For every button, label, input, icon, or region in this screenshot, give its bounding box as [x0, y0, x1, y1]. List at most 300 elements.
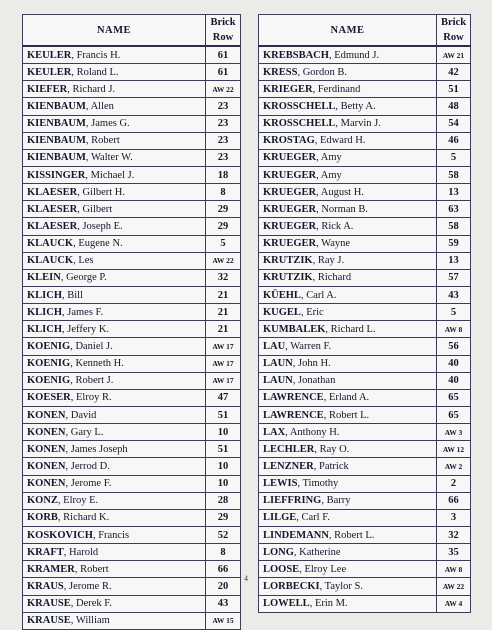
name-cell [259, 389, 437, 406]
brick-row-cell: 10 [206, 424, 241, 441]
name-cell [23, 98, 206, 115]
first-name: James Joseph [70, 443, 128, 455]
brick-row-cell: AW 22 [206, 81, 241, 98]
table-row [23, 286, 241, 303]
name-cell [259, 252, 437, 269]
last-name: KOESER [27, 392, 71, 404]
table-row [23, 64, 241, 81]
table-row [259, 595, 471, 612]
name-cell [23, 201, 206, 218]
table-row [259, 338, 471, 355]
name-separator: , [314, 443, 320, 455]
last-name: KONEN [27, 460, 66, 472]
table-row [259, 132, 471, 149]
name-separator: , [296, 512, 302, 524]
name-cell [23, 166, 206, 183]
first-name: Walter W. [90, 152, 133, 164]
brick-row-cell: AW 17 [206, 338, 241, 355]
first-name: Erin M. [314, 598, 348, 610]
name-separator: , [60, 272, 67, 284]
name-separator: , [313, 460, 320, 472]
name-separator: , [62, 289, 68, 301]
last-name: KRAMER [27, 563, 75, 575]
name-cell [23, 492, 206, 509]
name-separator: , [85, 135, 92, 147]
table-row [259, 441, 471, 458]
name-cell [259, 509, 437, 526]
brick-row-cell: 43 [206, 595, 241, 612]
table-row [23, 184, 241, 201]
first-name: Michael J. [90, 169, 135, 181]
first-name: Roland L. [76, 66, 119, 78]
last-name: KREBSBACH [263, 49, 329, 61]
first-name: Wayne [321, 238, 351, 250]
brick-row-cell: 29 [206, 509, 241, 526]
last-name: LIEFFRING [263, 495, 322, 507]
name-cell [23, 544, 206, 561]
name-cell [23, 389, 206, 406]
name-cell [23, 612, 206, 629]
last-name: KORB [27, 512, 58, 524]
name-separator: , [335, 118, 341, 130]
table-row [23, 321, 241, 338]
last-name: LAX [263, 426, 286, 438]
first-name: Katherine [299, 546, 341, 558]
name-separator: , [312, 83, 318, 95]
name-cell [259, 115, 437, 132]
name-separator: , [67, 83, 73, 95]
first-name: Richard J. [72, 83, 116, 95]
name-separator: , [74, 563, 81, 575]
first-name: Edmund J. [334, 49, 380, 61]
name-separator: , [85, 100, 91, 112]
first-name: Gilbert H. [82, 186, 126, 198]
table-row [259, 252, 471, 269]
brick-row-cell: 23 [206, 132, 241, 149]
first-name: Allen [90, 100, 114, 112]
last-name: KRIEGER [263, 83, 313, 95]
last-name: KONEN [27, 478, 66, 490]
name-cell [259, 406, 437, 423]
brick-row-cell: 59 [437, 235, 471, 252]
name-cell [23, 115, 206, 132]
last-name: KROSSCHELL [263, 100, 336, 112]
name-cell [259, 46, 437, 64]
first-name: Jonathan [298, 375, 336, 387]
table-row [259, 98, 471, 115]
table-row [259, 235, 471, 252]
first-name: Rick A. [321, 220, 354, 232]
first-name: Eric [306, 306, 324, 318]
first-name: Ray O. [319, 443, 350, 455]
name-cell [23, 355, 206, 372]
last-name: KLAESER [27, 203, 78, 215]
first-name: Taylor S. [324, 580, 364, 592]
first-name: August H. [320, 186, 364, 198]
table-row [259, 149, 471, 166]
table-row [23, 406, 241, 423]
last-name: KŪEHL [263, 289, 301, 301]
last-name: KIENBAUM [27, 135, 86, 147]
name-separator: , [77, 186, 83, 198]
first-name: David [70, 409, 97, 421]
brick-row-cell: 35 [437, 544, 471, 561]
name-separator: , [309, 598, 315, 610]
name-separator: , [328, 529, 335, 541]
name-separator: , [292, 358, 299, 370]
name-cell [23, 526, 206, 543]
last-name: KONEN [27, 443, 66, 455]
name-cell [259, 492, 437, 509]
brick-row-cell: 5 [437, 149, 471, 166]
table-row [23, 595, 241, 612]
table-row [259, 424, 471, 441]
first-name: Jeffery K. [67, 323, 110, 335]
first-name: Richard [317, 272, 352, 284]
brick-row-cell: 32 [206, 269, 241, 286]
name-cell [259, 81, 437, 98]
name-separator: , [85, 152, 91, 164]
last-name: KOENIG [27, 358, 71, 370]
first-name: Barry [326, 495, 351, 507]
brick-row-cell: 51 [206, 441, 241, 458]
brick-row-cell: 58 [437, 218, 471, 235]
name-cell [259, 424, 437, 441]
brick-row-cell: 43 [437, 286, 471, 303]
table-row [259, 372, 471, 389]
brick-row-cell: 23 [206, 149, 241, 166]
table-row [23, 475, 241, 492]
name-separator: , [77, 220, 83, 232]
last-name: KRUTZIK [263, 272, 313, 284]
name-separator: , [70, 598, 77, 610]
table-row [259, 218, 471, 235]
table-row [23, 218, 241, 235]
name-separator: , [73, 238, 79, 250]
first-name: Kenneth H. [75, 358, 124, 370]
name-separator: , [71, 49, 77, 61]
name-separator: , [85, 169, 91, 181]
first-name: Carl F. [301, 512, 330, 524]
table-row [23, 201, 241, 218]
last-name: LOOSE [263, 563, 300, 575]
brick-row-cell: 46 [437, 132, 471, 149]
brick-row-header-line2: Row [212, 32, 234, 43]
last-name: LAUN [263, 375, 293, 387]
brick-row-cell: 3 [437, 509, 471, 526]
name-cell [259, 372, 437, 389]
name-separator: , [57, 495, 64, 507]
last-name: LINDEMANN [263, 529, 329, 541]
page-number: 4 [244, 574, 248, 583]
name-cell [259, 458, 437, 475]
brick-row-cell: 65 [437, 406, 471, 423]
table-row [23, 98, 241, 115]
table-row [259, 492, 471, 509]
name-cell [23, 64, 206, 81]
last-name: KRESS [263, 66, 298, 78]
last-name: LECHLER [263, 443, 315, 455]
table-row [259, 389, 471, 406]
name-cell [23, 475, 206, 492]
first-name: Robert L. [328, 409, 370, 421]
table-row [23, 132, 241, 149]
brick-row-cell: 32 [437, 526, 471, 543]
first-name: Francis H. [76, 49, 121, 61]
last-name: LAU [263, 340, 286, 352]
first-name: James F. [67, 306, 104, 318]
first-name: Francis [98, 529, 130, 541]
brick-row-cell: AW 12 [437, 441, 471, 458]
brick-row-cell: 8 [206, 184, 241, 201]
name-separator: , [65, 478, 71, 490]
last-name: KRUEGER [263, 220, 317, 232]
last-name: LAWRENCE [263, 392, 324, 404]
brick-row-cell: 29 [206, 218, 241, 235]
name-separator: , [70, 358, 76, 370]
table-row [23, 544, 241, 561]
name-separator: , [316, 238, 322, 250]
first-name: Carl A. [306, 289, 337, 301]
last-name: KOENIG [27, 340, 71, 352]
name-cell [23, 406, 206, 423]
brick-row-cell: AW 4 [437, 595, 471, 612]
last-name: KONZ [27, 495, 58, 507]
brick-row-cell: AW 22 [437, 578, 471, 595]
roster-body-right [259, 46, 471, 612]
last-name: KOENIG [27, 375, 71, 387]
brick-row-cell: 61 [206, 46, 241, 64]
brick-row-cell: 13 [437, 184, 471, 201]
first-name: Amy [320, 169, 342, 181]
last-name: LAWRENCE [263, 409, 324, 421]
name-separator: , [316, 186, 321, 198]
last-name: LILGE [263, 512, 297, 524]
name-separator: , [297, 478, 303, 490]
name-cell [259, 321, 437, 338]
table-row [23, 115, 241, 132]
last-name: KRUEGER [263, 203, 317, 215]
brick-row-cell: 61 [206, 64, 241, 81]
first-name: Elroy R. [76, 392, 112, 404]
first-name: Eugene N. [78, 238, 123, 250]
last-name: KIENBAUM [27, 152, 86, 164]
first-name: Anthony H. [289, 426, 340, 438]
brick-row-cell: AW 22 [206, 252, 241, 269]
name-cell [23, 424, 206, 441]
first-name: Betty A. [340, 100, 376, 112]
name-cell [23, 441, 206, 458]
last-name: LOWELL [263, 598, 310, 610]
name-separator: , [70, 392, 77, 404]
name-cell [23, 132, 206, 149]
name-separator: , [57, 512, 64, 524]
brick-row-cell: 65 [437, 389, 471, 406]
table-row [259, 458, 471, 475]
last-name: KROSSCHELL [263, 118, 336, 130]
last-name: KLAESER [27, 186, 78, 198]
name-separator: , [71, 66, 77, 78]
last-name: KIENBAUM [27, 118, 86, 130]
brick-row-cell: 47 [206, 389, 241, 406]
name-cell [23, 286, 206, 303]
name-cell [23, 184, 206, 201]
first-name: Elroy Lee [304, 563, 347, 575]
last-name: KRUEGER [263, 186, 317, 198]
name-cell [23, 235, 206, 252]
first-name: Norman B. [321, 203, 369, 215]
name-cell [23, 149, 206, 166]
brick-row-cell: 2 [437, 475, 471, 492]
first-name: Patrick [319, 460, 349, 472]
name-cell [23, 304, 206, 321]
name-separator: , [292, 375, 299, 387]
last-name: KUMBALEK [263, 323, 326, 335]
name-separator: , [62, 323, 68, 335]
brick-row-cell: 5 [206, 235, 241, 252]
name-cell [259, 269, 437, 286]
last-name: KLICH [27, 306, 63, 318]
name-separator: , [65, 443, 71, 455]
table-row [23, 252, 241, 269]
first-name: Jerrod D. [70, 460, 110, 472]
brick-row-cell: 40 [437, 372, 471, 389]
brick-row-cell: 57 [437, 269, 471, 286]
first-name: Erland A. [328, 392, 370, 404]
brick-row-header-line1: Brick [210, 17, 236, 28]
first-name: Richard K. [63, 512, 110, 524]
name-separator: , [312, 255, 318, 267]
first-name: Joseph E. [82, 220, 123, 232]
name-separator: , [316, 220, 322, 232]
name-cell [259, 184, 437, 201]
name-cell [259, 166, 437, 183]
last-name: KISSINGER [27, 169, 86, 181]
name-separator: , [70, 340, 76, 352]
table-row [23, 355, 241, 372]
table-row [259, 286, 471, 303]
last-name: KLICH [27, 289, 63, 301]
first-name: Robert [80, 563, 109, 575]
header-row [23, 15, 241, 47]
last-name: KRAUS [27, 580, 64, 592]
brick-row-cell: 20 [206, 578, 241, 595]
last-name: KRAFT [27, 546, 64, 558]
name-cell [259, 544, 437, 561]
brick-row-cell: 48 [437, 98, 471, 115]
last-name: KLAUCK [27, 238, 74, 250]
first-name: Robert J. [75, 375, 114, 387]
table-row [23, 372, 241, 389]
last-name: KROSTAG [263, 135, 315, 147]
first-name: Warren F. [290, 340, 332, 352]
last-name: KONEN [27, 426, 66, 438]
last-name: LENZNER [263, 460, 314, 472]
brick-row-cell: AW 17 [206, 355, 241, 372]
last-name: LONG [263, 546, 294, 558]
brick-row-header-line1: Brick [440, 17, 467, 28]
table-row [259, 475, 471, 492]
table-row [23, 338, 241, 355]
table-row [23, 149, 241, 166]
brick-row-cell: 8 [206, 544, 241, 561]
brick-row-cell: AW 2 [437, 458, 471, 475]
first-name: Daniel J. [75, 340, 113, 352]
table-row [259, 201, 471, 218]
last-name: KUGEL [263, 306, 301, 318]
name-cell [259, 355, 437, 372]
first-name: James G. [91, 118, 130, 130]
name-separator: , [316, 169, 321, 181]
name-separator: , [335, 100, 341, 112]
table-row [259, 509, 471, 526]
first-name: Marvin J. [340, 118, 381, 130]
last-name: KRUEGER [263, 169, 317, 181]
name-separator: , [62, 306, 68, 318]
name-separator: , [85, 118, 92, 130]
name-cell [23, 372, 206, 389]
last-name: KRUTZIK [263, 255, 313, 267]
brick-row-cell: 58 [437, 166, 471, 183]
brick-row-cell: 23 [206, 115, 241, 132]
brick-row-header-line2: Row [443, 32, 464, 43]
last-name: KIENBAUM [27, 100, 86, 112]
table-row [23, 612, 241, 629]
table-row [259, 64, 471, 81]
brick-row-cell: 56 [437, 338, 471, 355]
name-separator: , [70, 615, 76, 627]
brick-row-cell: AW 15 [206, 612, 241, 629]
name-separator: , [316, 152, 321, 164]
first-name: Gilbert [82, 203, 113, 215]
last-name: KRAUSE [27, 598, 71, 610]
last-name: KLEIN [27, 272, 61, 284]
name-separator: , [285, 340, 291, 352]
last-name: KLAUCK [27, 255, 74, 267]
name-separator: , [92, 529, 99, 541]
name-cell [259, 526, 437, 543]
name-cell [259, 595, 437, 612]
brick-row-cell: 42 [437, 64, 471, 81]
brick-row-column-header [437, 15, 471, 47]
name-separator: , [285, 426, 290, 438]
table-row [259, 269, 471, 286]
table-row [259, 304, 471, 321]
table-row [259, 81, 471, 98]
brick-row-cell: AW 3 [437, 424, 471, 441]
brick-row-cell: 10 [206, 458, 241, 475]
brick-row-cell: 63 [437, 201, 471, 218]
name-cell [259, 64, 437, 81]
first-name: John H. [298, 358, 331, 370]
brick-row-cell: 21 [206, 321, 241, 338]
name-separator: , [325, 323, 331, 335]
first-name: Elroy E. [63, 495, 99, 507]
table-row [23, 389, 241, 406]
brick-row-cell: AW 8 [437, 561, 471, 578]
last-name: KIEFER [27, 83, 68, 95]
name-cell [23, 252, 206, 269]
name-separator: , [319, 580, 325, 592]
first-name: Gary L. [70, 426, 104, 438]
last-name: KEULER [27, 66, 72, 78]
first-name: Robert [91, 135, 120, 147]
first-name: William [75, 615, 110, 627]
last-name: LORBECKI [263, 580, 320, 592]
name-cell [23, 458, 206, 475]
last-name: KRAUSE [27, 615, 71, 627]
name-cell [23, 81, 206, 98]
